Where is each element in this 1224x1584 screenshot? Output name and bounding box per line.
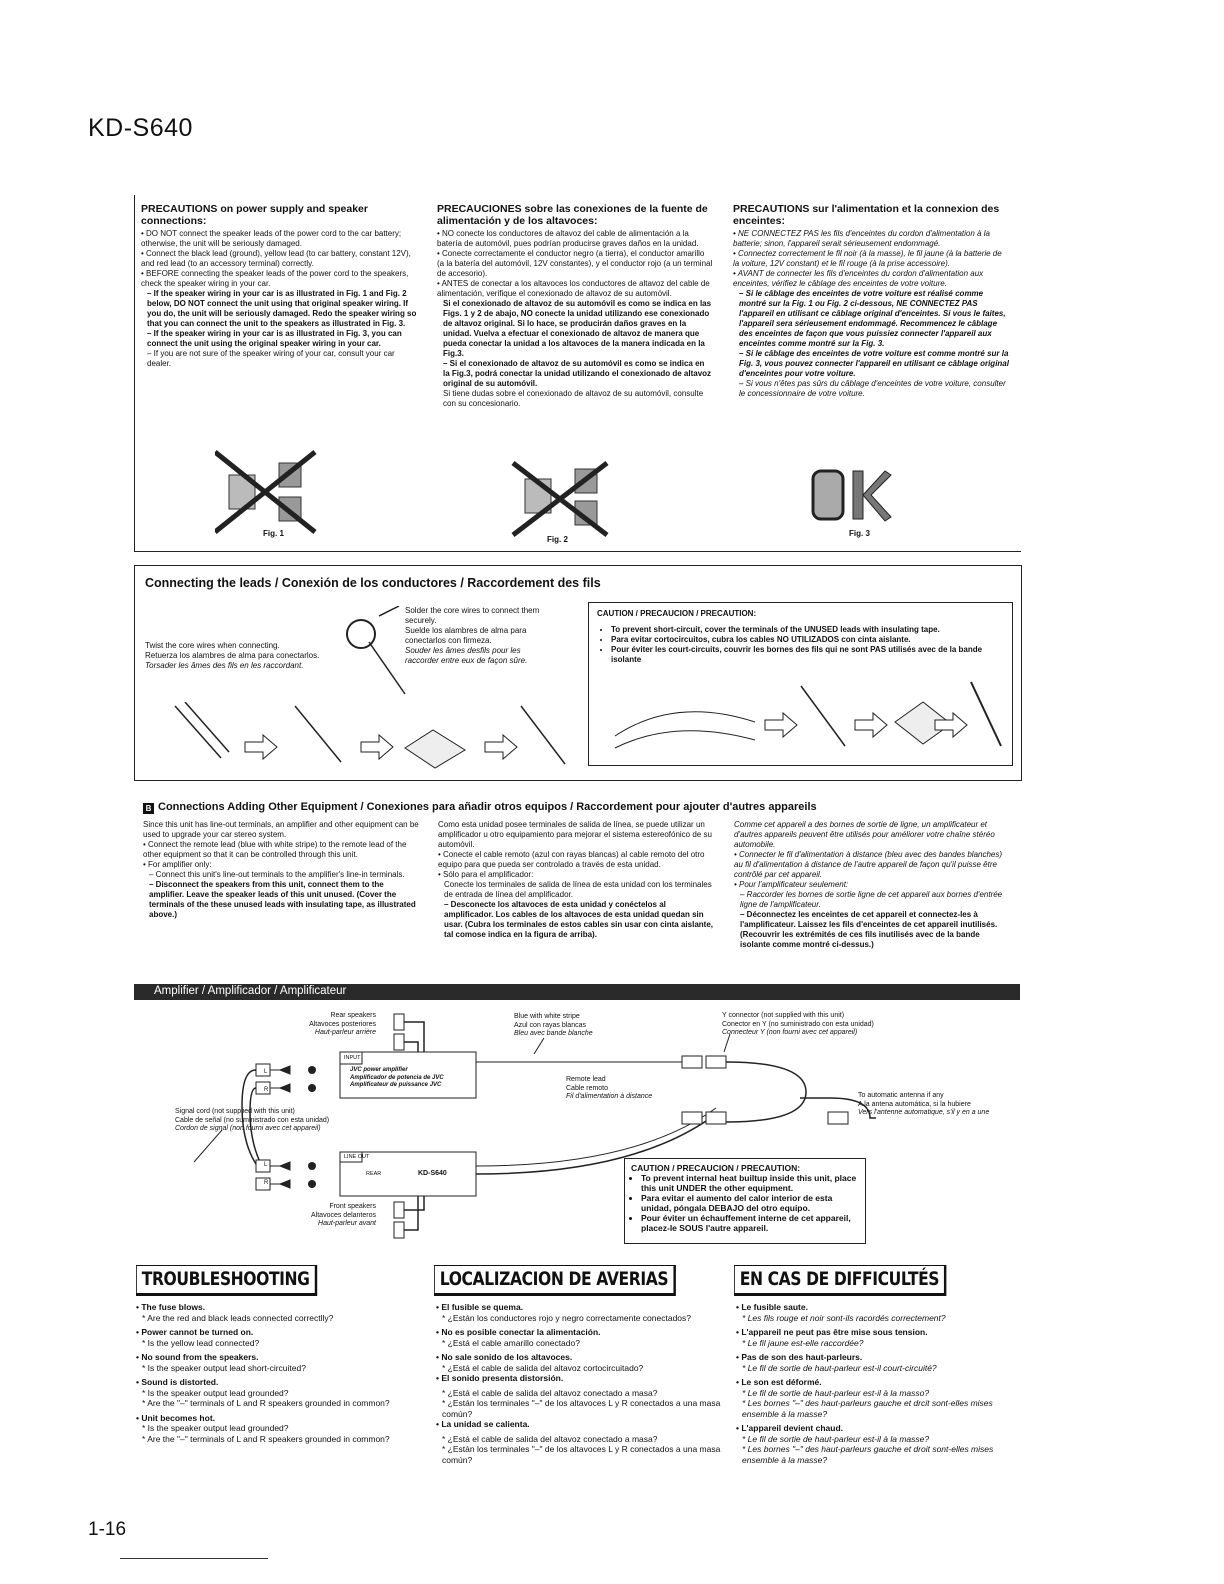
trouble-answer: * Les fils rouge et noir sont-ils racordés correctement?	[742, 1312, 946, 1323]
antenna-es: A la antena automática, si la hubiere	[858, 1100, 971, 1108]
trouble-question: • No es posible conectar la alimentación.	[436, 1327, 601, 1337]
trouble-answer: * Les bornes "–" des haut-parleurs gauche et droit sont-elles mises ensemble à la masse?	[742, 1444, 994, 1465]
precautions-es-title: PRECAUCIONES sobre las conexiones de la fuente de alimentación y de los altavoces:	[437, 203, 708, 227]
connections-en-text: • Connect the remote lead (blue with white stripe) to the remote lead of the other equipment so that it can be controlled through this unit.	[143, 840, 407, 859]
jvc-amp-label	[350, 1067, 444, 1090]
fig2-label: Fig. 2	[547, 535, 568, 544]
trouble-answer: * ¿Está el cable de salida del altavoz conectado a masa?	[442, 1387, 658, 1398]
trouble-answer: * Are the "–" terminals of L and R speakers grounded in common?	[142, 1398, 390, 1408]
troubleshooting-heading-es: LOCALIZACION DE AVERIAS	[434, 1265, 676, 1296]
rear-terminal-label: REAR	[366, 1171, 382, 1177]
trouble-question: • No sale sonido de los altavoces.	[436, 1352, 573, 1362]
heat-caution-title: CAUTION / PRECAUCION / PRECAUTION:	[631, 1163, 801, 1173]
precautions-en-title: PRECAUTIONS on power supply and speaker connections:	[141, 203, 368, 227]
twist-es: Retuerza los alambres de alma para conectarlos.	[145, 651, 320, 660]
connections-fr-text: Comme cet appareil a des bornes de sortie de ligne, un amplificateur et d'autres appareils peuvent être utilisés pour améliorer votre chaîne stéréo automobile.	[734, 820, 995, 849]
signal-cord-label	[175, 1108, 329, 1134]
unit-r-label: R	[264, 1180, 269, 1186]
fig3-ok-wiring-illustration	[805, 465, 895, 525]
trouble-question: • The fuse blows.	[136, 1302, 206, 1312]
heat-caution-item: • To prevent internal heat builtup inside this unit, place this unit UNDER the other equipment.	[641, 1173, 859, 1193]
troubleshooting-es	[436, 1302, 726, 1465]
precautions-en-item: • DO NOT connect the speaker leads of the power cord to the car battery; otherwise, the unit will be seriously damaged.	[141, 229, 402, 248]
connections-en-text: • For amplifier only:	[143, 860, 212, 869]
soldering-iron-icon	[339, 606, 409, 696]
fig1-label: Fig. 1	[263, 529, 284, 538]
unit-l-label: L	[264, 1162, 268, 1168]
heat-caution-box	[624, 1158, 866, 1244]
jvc-amp-es: Amplificador de potencia de JVC	[350, 1074, 444, 1081]
y-connector-es: Conector en Y (no suministrado con esta unidad)	[722, 1020, 874, 1028]
precautions-fr-item: – Si le câblage des enceintes de votre voiture est comme montré sur la Fig. 3, vous pouvez connecter l'appareil en utilisant ce câblage original d'enceintes pour votre voiture.	[739, 349, 1009, 378]
trouble-answer: * Les bornes "–" des haut-parleurs gauche et drcit sont-elles mises ensemble à la masse?	[742, 1398, 993, 1419]
precautions-es-item: – Si el conexionado de altavoz de su automóvil es como se indica en la Fig.3, podrá conectar la unidad utilizando el conexionado de altavoz original de su automóvil.	[443, 359, 712, 388]
trouble-question: • Le fusible saute.	[736, 1302, 808, 1312]
footer-rule	[120, 1558, 268, 1559]
trouble-answer: * ¿Está el cable de salida del altavoz cortocircuitado?	[442, 1362, 644, 1373]
troubleshooting-fr	[736, 1302, 1026, 1465]
heat-caution-item: • Para evitar el aumento del calor interior de esta unidad, póngala DEBAJO del otro equipo.	[641, 1193, 859, 1213]
remote-lead-en: Remote lead	[566, 1076, 606, 1083]
amplifier-bar-label: Amplifier / Amplificador / Amplificateur	[154, 985, 347, 997]
trouble-question: • Power cannot be turned on.	[136, 1327, 254, 1337]
fig3-label: Fig. 3	[849, 529, 870, 538]
precautions-fr-title: PRECAUTIONS sur l'alimentation et la connexion des enceintes:	[733, 203, 1000, 227]
front-speakers-es: Altavoces delanteros	[311, 1211, 376, 1219]
heat-caution-item: • Pour éviter un échauffement interne de cet appareil, placez-le SOUS l'autre appareil.	[641, 1213, 859, 1233]
precautions-fr-item: • Connectez correctement le fil noir (à la masse), le fil jaune (à la batterie de la voiture, 12V constant) et le fil rouge (à la prise accessoire).	[733, 249, 1002, 268]
precautions-es-item: • ANTES de conectar a los altavoces los conductores de altavoz del cable de alimentación, verifique el conexionado de altavoz de su automóvil.	[437, 279, 710, 298]
trouble-answer: * Le fil jaune est-elle raccordée?	[742, 1337, 864, 1348]
trouble-question: • L'appareil ne peut pas être mise sous tension.	[736, 1327, 928, 1337]
connections-es	[438, 820, 716, 940]
precautions-box	[134, 195, 1021, 552]
front-speakers-fr: Haut-parleur avant	[318, 1220, 376, 1227]
blue-stripe-label	[514, 1013, 593, 1039]
precautions-fr-item: • NE CONNECTEZ PAS les fils d'enceintes du cordon d'alimentation à la batterie; sinon, l'appareil serait sérieusement endommagé.	[733, 229, 990, 248]
rear-speakers-es: Altavoces posteriores	[309, 1020, 376, 1028]
trouble-question: • No sound from the speakers.	[136, 1352, 259, 1362]
precautions-en	[141, 204, 417, 369]
precautions-en-item: – If the speaker wiring in your car is as illustrated in Fig. 1 and Fig. 2 below, DO NOT connect the unit using that original speaker wiring. If you do, the unit will be seriously damaged. Redo the speaker wiring so that you can connect the unit to the speakers as illustrated in Fig. 3.	[147, 289, 417, 328]
tape-steps-illustration	[605, 676, 1005, 772]
connecting-leads-title: Connecting the leads / Conexión de los conductores / Raccordement des fils	[145, 576, 601, 590]
jvc-amp-fr: Amplificateur de puissance JVC	[350, 1082, 442, 1088]
connections-es-text: • Conecte el cable remoto (azul con rayas blancas) al cable remoto del otro equipo para que pueda ser controlado a través de esta unidad.	[438, 850, 705, 869]
unit-model-label: KD-S640	[418, 1170, 447, 1177]
precautions-es-item: • Conecte correctamente el conductor negro (a tierra), el conductor amarillo (a la batería del automóvil, 12V constantes), y el conductor rojo (a un terminal de accesorio).	[437, 249, 713, 278]
blue-stripe-es: Azul con rayas blancas	[514, 1021, 586, 1029]
precautions-fr-item: • AVANT de connecter les fils d'enceintes du cordon d'alimentation aux enceintes, vérifiez le câblage des enceintes de votre voiture.	[733, 269, 984, 288]
trouble-answer: * Is the speaker output lead short-circuited?	[142, 1362, 306, 1373]
trouble-answer: * Is the yellow lead connected?	[142, 1337, 260, 1348]
trouble-answer: * ¿Están los terminales "–" de los altavoces L y R conectados a una masa común?	[442, 1444, 721, 1465]
signal-cord-fr: Cordon de signal (non fourni avec cet appareil)	[175, 1125, 321, 1132]
connecting-leads-box	[134, 565, 1022, 781]
front-speakers-label	[280, 1203, 376, 1229]
line-out-label: LINE OUT	[344, 1154, 370, 1160]
trouble-answer: * Are the "–" terminals of L and R speakers grounded in common?	[142, 1433, 390, 1444]
remote-lead-label	[566, 1076, 652, 1102]
precautions-en-item: – If the speaker wiring in your car is as illustrated in Fig. 3, you can connect the unit using the original speaker wiring in your car.	[147, 329, 402, 348]
trouble-question: • La unidad se calienta.	[436, 1419, 530, 1429]
trouble-question: • Pas de son des haut-parleurs.	[736, 1352, 863, 1362]
connections-title-text: Connections Adding Other Equipment / Conexiones para añadir otros equipos / Raccordement pour ajouter d'autres appareils	[158, 801, 817, 813]
trouble-answer: * Le fil de sortie de haut-parleur est-il à la masso?	[742, 1387, 930, 1398]
trouble-answer: * Le fil de sortie de haut-parleur est-il à la masse?	[742, 1433, 930, 1444]
remote-lead-es: Cable remoto	[566, 1084, 609, 1092]
antenna-fr: Vers l'antenne automatique, s'il y en a une	[858, 1109, 990, 1116]
blue-stripe-en: Blue with white stripe	[514, 1013, 580, 1020]
trouble-answer: * ¿Están los terminales "–" de los altavoces L y R conectados a una masa común?	[442, 1398, 721, 1419]
connections-fr-text: – Déconnectez les enceintes de cet appareil et connectez-les à l'amplificateur. Laissez les fils d'enceintes de cet appareil inutilisés. (Recouvrir les extrémités de ces fils inutilisés avec de la bande isolante comme montré ci-dessus.)	[740, 910, 998, 949]
twist-instruction	[145, 641, 345, 671]
signal-cord-en: Signal cord (not supplied with this unit)	[175, 1108, 295, 1115]
connections-es-text: Conecte los terminales de salida de línea de esta unidad con los terminales de entrada de línea del amplificador.	[444, 880, 712, 899]
trouble-answer: * Is the speaker output lead grounded?	[142, 1423, 289, 1433]
precautions-es-item: • NO conecte los conductores de altavoz del cable de alimentación a la batería de automóvil, pues podrían producirse graves daños en la unidad.	[437, 229, 699, 248]
connections-es-text: Como esta unidad posee terminales de salida de línea, se puede utilizar un amplificador u otro equipamiento para mejorar el sistema estereofónico de su automóvil.	[438, 820, 712, 849]
fig1-crossed-wiring-illustration	[215, 447, 325, 537]
section-b-badge: B	[143, 803, 154, 814]
page-number: 1-16	[88, 1519, 127, 1540]
troubleshooting-heading-fr: EN CAS DE DIFFICULTÉS	[734, 1265, 946, 1296]
trouble-answer: * Are the red and black leads connected correctlly?	[142, 1312, 334, 1323]
trouble-question: • Le son est déformé.	[736, 1377, 822, 1387]
trouble-answer: * Is the speaker output lead grounded?	[142, 1387, 289, 1398]
troubleshooting-heading-en: TROUBLESHOOTING	[136, 1265, 317, 1296]
precautions-en-item: • BEFORE connecting the speaker leads of the power cord to the speakers, check the speaker wiring in your car.	[141, 269, 409, 288]
connections-fr-text: – Raccorder les bornes de sortie ligne de cet appareil aux bornes d'entrée ligne de l'amplificateur.	[740, 890, 1003, 909]
amp-l-label: L	[264, 1069, 268, 1075]
connections-en	[143, 820, 421, 920]
trouble-question: • El fusible se quema.	[436, 1302, 524, 1312]
connections-fr-text: • Pour l'amplificateur seulement:	[734, 880, 849, 889]
amp-input-label: INPUT	[344, 1055, 361, 1061]
trouble-question: • L'appareil devient chaud.	[736, 1423, 844, 1433]
jvc-amp-en: JVC power amplifier	[350, 1067, 408, 1073]
trouble-answer: * ¿Está el cable de salida del altavoz conectado a masa?	[442, 1433, 658, 1444]
y-connector-fr: Connecteur Y (non fourni avec cet appareil)	[722, 1029, 858, 1036]
precautions-en-item: – If you are not sure of the speaker wiring of your car, consult your car dealer.	[147, 349, 395, 368]
precautions-fr-item: – Si le câblage des enceintes de votre voiture est réalisé comme montré sur la Fig. 1 ou Fig. 2 ci-dessous, NE CONNECTEZ PAS l'appareil en utilisant ce câblage original d'enceintes. Si vous le faites, l'appareil sera sérieusement endommagé. Recommencez le câblage des enceintes de façon que vous puissiez connecter l'appareil aux enceintes comme montré sur la Fig. 3.	[739, 289, 1006, 348]
precautions-es	[437, 204, 713, 409]
fig2-crossed-wiring-illustration	[509, 459, 619, 539]
twist-fr: Torsader les âmes des fils en les raccordant.	[145, 661, 304, 670]
precautions-es-item: Si el conexionado de altavoz de su automóvil es como se indica en las Figs. 1 y 2 de abajo, NO conecte la unidad utilizando ese conexionado de altavoz original. Si lo hace, se producirán daños graves en la unidad. Vuelva a efectuar el conexionado de altavoz de manera que pueda conectar la unidad a los altavoces de la manera indicada en la Fig.3.	[443, 299, 712, 358]
precautions-en-item: • Connect the black lead (ground), yellow lead (to car battery, constant 12V), and red lead (to an accessory terminal) correctly.	[141, 249, 411, 268]
solder-es: Suelde los alambres de alma para conectarlos con firmeza.	[405, 626, 527, 645]
trouble-answer: * ¿Están los conductores rojo y negro correctamente conectados?	[442, 1312, 691, 1323]
model-number: KD-S640	[88, 114, 193, 142]
rear-speakers-fr: Haut-parleur arrière	[314, 1029, 376, 1036]
leads-caution-item: • Pour éviter les court-circuits, couvrir les bornes des fils qui ne sont PAS utilisés avec de la bande isolante	[611, 645, 1004, 665]
wire-twist-steps-illustration	[165, 702, 585, 778]
amp-r-label: R	[264, 1087, 269, 1093]
connections-es-text: • Sólo para el amplificador:	[438, 870, 534, 879]
signal-cord-es: Cable de señal (no suministrado con esta unidad)	[175, 1116, 330, 1124]
front-speakers-en: Front speakers	[329, 1203, 376, 1210]
solder-en: Solder the core wires to connect them securely.	[405, 606, 540, 625]
trouble-question: • El sonido presenta distorsión.	[436, 1373, 564, 1383]
amplifier-bar	[134, 984, 1020, 1000]
trouble-answer: * ¿Está el cable amarillo conectado?	[442, 1337, 580, 1348]
y-connector-en: Y connector (not supplied with this unit)	[722, 1012, 845, 1019]
antenna-en: To automatic antenna if any	[858, 1092, 944, 1099]
remote-lead-fr: Fil d'alimentation à distance	[566, 1093, 653, 1100]
precautions-es-item: Si tiene dudas sobre el conexionado de altavoz de su automóvil, consulte con su concesionario.	[443, 389, 704, 408]
trouble-answer: * Le fil de sortie de haut-parleur est-il court-circuité?	[742, 1362, 937, 1373]
connections-en-text: – Disconnect the speakers from this unit, connect them to the amplifier. Leave the speaker leads of this unit unused. (Cover the terminals of the these unused leads with insulating tape, as illustrated above.)	[149, 880, 416, 919]
connections-en-text: Since this unit has line-out terminals, an amplifier and other equipment can be used to upgrade your car stereo system.	[143, 820, 419, 839]
blue-stripe-fr: Bleu avec bande blanche	[514, 1030, 593, 1037]
leads-caution-item: • To prevent short-circuit, cover the terminals of the UNUSED leads with insulating tape.	[611, 625, 1004, 635]
trouble-question: • Sound is distorted.	[136, 1377, 219, 1387]
solder-fr: Souder les âmes desfils pour les raccorder entre eux de façon sûre.	[405, 646, 528, 665]
rear-speakers-label	[280, 1012, 376, 1038]
rear-speakers-en: Rear speakers	[330, 1012, 376, 1019]
troubleshooting-en	[136, 1302, 426, 1444]
connections-fr	[734, 820, 1012, 950]
solder-instruction	[405, 606, 545, 666]
connections-title	[143, 801, 817, 814]
connections-fr-text: • Connecter le fil d'alimentation à distance (bleu avec des bandes blanches) au fil d'alimentation à distance de l'autre appareil de façon qu'il puisse être contrôlé par cet appareil.	[734, 850, 1003, 879]
connections-en-text: – Connect this unit's line-out terminals to the amplifier's line-in terminals.	[149, 870, 405, 879]
precautions-fr-item: – Si vous n'êtes pas sûrs du câblage d'enceintes de votre voiture, consulter le concessionnaire de votre voiture.	[739, 379, 1006, 398]
connections-es-text: – Desconecte los altavoces de esta unidad y conéctelos al amplificador. Los cables de los altavoces de esta unidad quedan sin usar. (Cubra los terminales de estos cables sin usar con cinta aislante, tal comose indica en la figura de arriba).	[444, 900, 713, 939]
leads-caution-item: • Para evitar cortocircuitos, cubra los cables NO UTILIZADOS con cinta aislante.	[611, 635, 1004, 645]
leads-caution-title: CAUTION / PRECAUCION / PRECAUTION:	[597, 609, 757, 618]
antenna-label	[858, 1092, 1018, 1118]
twist-en: Twist the core wires when connecting.	[145, 641, 280, 650]
trouble-question: • Unit becomes hot.	[136, 1412, 216, 1423]
precautions-fr	[733, 204, 1009, 399]
y-connector-label	[722, 1012, 874, 1038]
